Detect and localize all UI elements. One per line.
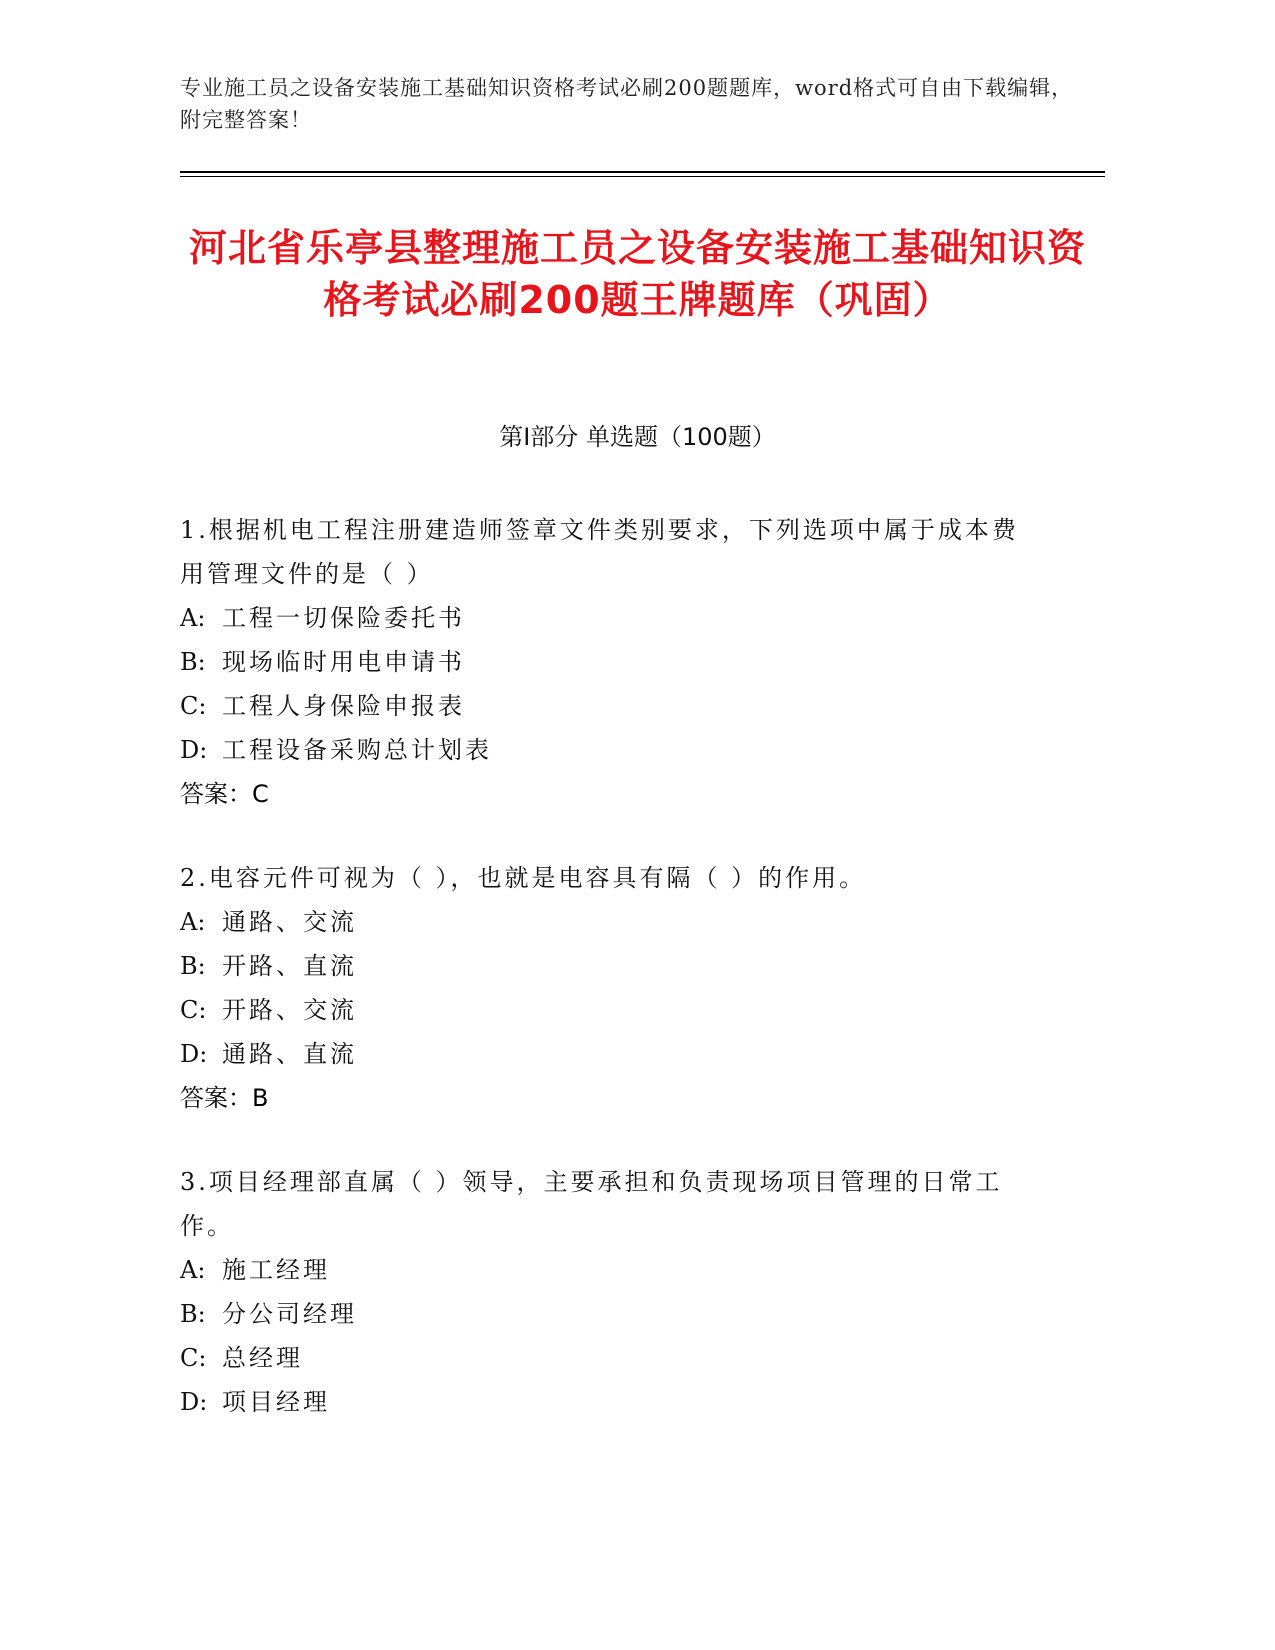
question-list bbox=[180, 508, 1030, 1464]
question-stem: 3.项目经理部直属（ ）领导，主要承担和负责现场项目管理的日常工作。 bbox=[180, 1168, 1003, 1240]
question-option bbox=[180, 988, 1030, 1032]
header-divider bbox=[180, 171, 1105, 177]
question-option bbox=[180, 944, 1030, 988]
document-title: 河北省乐亭县整理施工员之设备安装施工基础知识资格考试必刷200题王牌题库（巩固） bbox=[188, 226, 1086, 322]
option-text: 项目经理 bbox=[222, 1388, 330, 1416]
option-text: 工程人身保险申报表 bbox=[222, 692, 465, 720]
option-letter: C: bbox=[180, 996, 207, 1024]
question-answer: 答案：B bbox=[180, 1084, 269, 1112]
question-option bbox=[180, 1292, 1030, 1336]
question-item bbox=[180, 1160, 1030, 1424]
option-text: 分公司经理 bbox=[222, 1300, 357, 1328]
option-text: 开路、直流 bbox=[222, 952, 357, 980]
option-letter: B: bbox=[180, 648, 206, 676]
option-text: 开路、交流 bbox=[222, 996, 357, 1024]
option-letter: A: bbox=[180, 908, 206, 936]
header-note: 专业施工员之设备安装施工基础知识资格考试必刷200题题库，word格式可自由下载编辑，附完整答案！ bbox=[180, 76, 1074, 132]
question-option bbox=[180, 1336, 1030, 1380]
option-text: 施工经理 bbox=[222, 1256, 330, 1284]
option-text: 通路、交流 bbox=[222, 908, 357, 936]
option-letter: B: bbox=[180, 1300, 206, 1328]
option-text: 现场临时用电申请书 bbox=[222, 648, 465, 676]
question-option bbox=[180, 640, 1030, 684]
question-stem: 2.电容元件可视为（ ），也就是电容具有隔（ ）的作用。 bbox=[180, 864, 867, 892]
question-item bbox=[180, 856, 1030, 1120]
option-text: 总经理 bbox=[222, 1344, 303, 1372]
question-item bbox=[180, 508, 1030, 816]
question-option bbox=[180, 728, 1030, 772]
option-letter: D: bbox=[180, 1388, 208, 1416]
option-letter: A: bbox=[180, 604, 206, 632]
option-letter: A: bbox=[180, 1256, 206, 1284]
option-text: 工程一切保险委托书 bbox=[222, 604, 465, 632]
question-option bbox=[180, 1380, 1030, 1424]
option-text: 工程设备采购总计划表 bbox=[222, 736, 492, 764]
header-divider-thin bbox=[180, 176, 1105, 177]
question-option bbox=[180, 596, 1030, 640]
option-letter: D: bbox=[180, 1040, 208, 1068]
section-title: 第I部分 单选题（100题） bbox=[499, 423, 776, 451]
question-answer: 答案：C bbox=[180, 780, 269, 808]
question-option bbox=[180, 1248, 1030, 1292]
option-letter: C: bbox=[180, 1344, 207, 1372]
option-text: 通路、直流 bbox=[222, 1040, 357, 1068]
question-option bbox=[180, 900, 1030, 944]
option-letter: C: bbox=[180, 692, 207, 720]
question-option bbox=[180, 684, 1030, 728]
header-divider-thick bbox=[180, 171, 1105, 173]
question-option bbox=[180, 1032, 1030, 1076]
option-letter: B: bbox=[180, 952, 206, 980]
option-letter: D: bbox=[180, 736, 208, 764]
question-stem: 1.根据机电工程注册建造师签章文件类别要求，下列选项中属于成本费用管理文件的是（ ） bbox=[180, 516, 1019, 588]
